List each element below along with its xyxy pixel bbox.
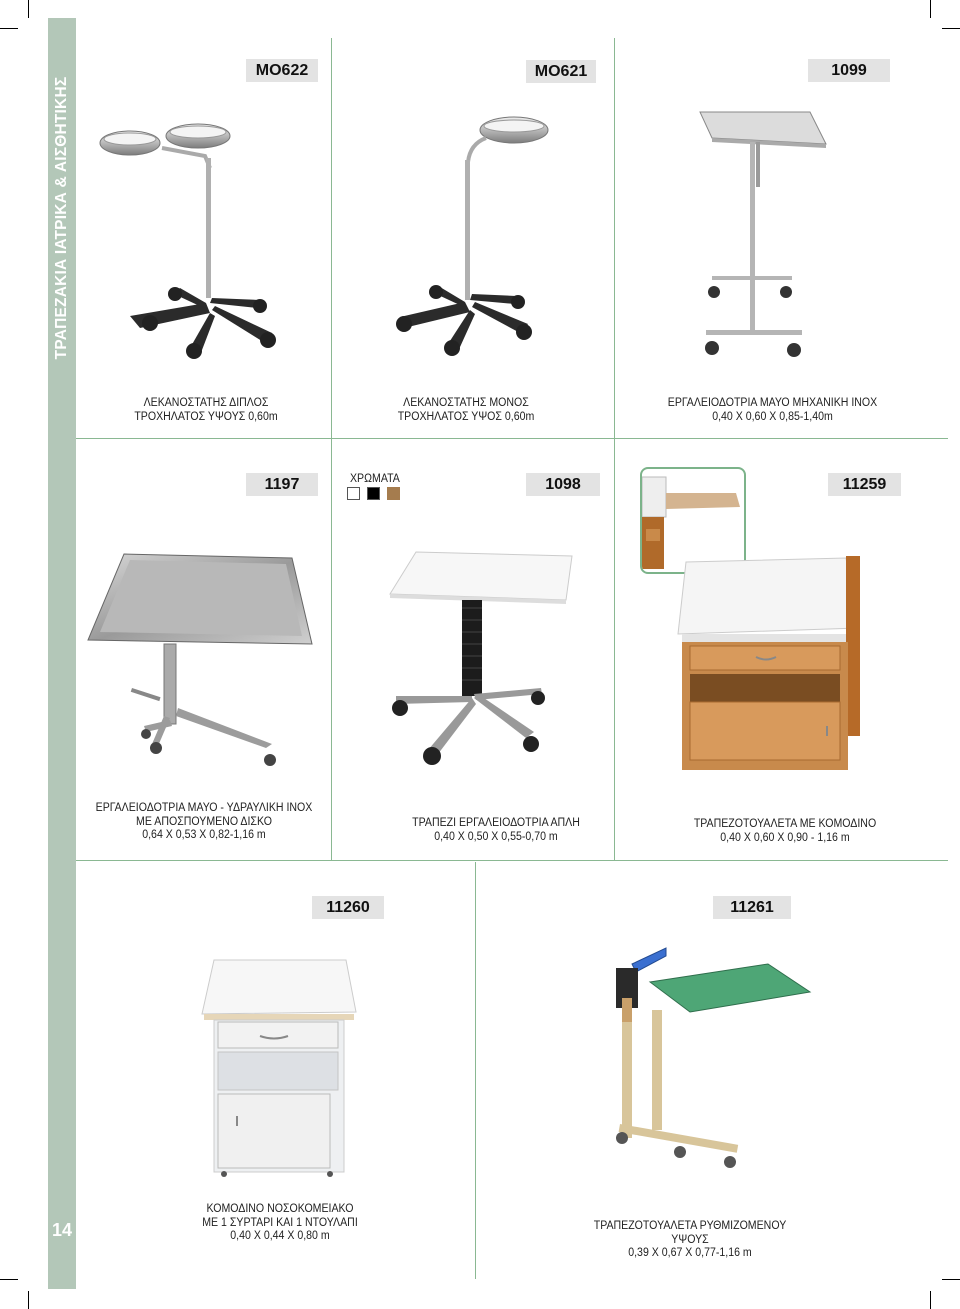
caption-line: ΛΕΚΑΝΟΣΤΑΤΗΣ ΜΟΝΟΣ bbox=[403, 397, 529, 409]
crop-mark bbox=[930, 1291, 931, 1309]
product-caption bbox=[105, 397, 307, 424]
product-caption bbox=[365, 397, 567, 424]
caption-line: ΜΕ ΑΠΟΣΠΟΥΜΕΝΟ ΔΙΣΚΟ bbox=[136, 815, 272, 828]
caption-line: ΚΟΜΟΔΙΝΟ ΝΟΣΟΚΟΜΕΙΑΚΟ bbox=[206, 1203, 354, 1215]
product-code: MO621 bbox=[526, 60, 596, 83]
crop-mark bbox=[942, 1279, 960, 1280]
product-image-simple-table bbox=[386, 548, 586, 773]
product-code: 1098 bbox=[526, 473, 600, 496]
crop-mark bbox=[0, 28, 18, 29]
product-code: 11260 bbox=[312, 896, 384, 919]
caption-line: ΤΡΑΠΕΖΙ ΕΡΓΑΛΕΙΟΔΟΤΡΙΑ ΑΠΛΗ bbox=[412, 817, 580, 829]
product-image-single-basin-stand bbox=[390, 112, 550, 362]
column-divider bbox=[331, 38, 332, 860]
page-number: 14 bbox=[51, 1220, 73, 1240]
product-code: 11261 bbox=[713, 896, 791, 919]
crop-mark bbox=[28, 1291, 29, 1309]
crop-mark bbox=[930, 0, 931, 18]
caption-line: 0,64 Χ 0,53 Χ 0,82-1,16 m bbox=[142, 829, 266, 841]
caption-line: ΕΡΓΑΛΕΙΟΔΟΤΡΙΑ ΜΑΥΟ ΜΗΧΑΝΙΚΗ ΙΝΟΧ bbox=[667, 397, 878, 409]
product-code: MO622 bbox=[246, 59, 318, 82]
product-code: 1197 bbox=[246, 473, 318, 496]
caption-line: 0,40 Χ 0,60 Χ 0,90 - 1,16 m bbox=[720, 831, 850, 844]
product-image-adjustable-overbed-table bbox=[600, 938, 815, 1176]
caption-line: ΜΕ 1 ΣΥΡΤΑΡΙ ΚΑΙ 1 ΝΤΟΥΛΑΠΙ bbox=[202, 1216, 358, 1229]
sidebar-title-text: ΤΡΑΠΕΖΑΚΙΑ ΙΑΤΡΙΚΑ & ΑΙΣΘΗΤΙΚΗΣ bbox=[53, 76, 70, 360]
caption-line: ΤΡΟΧΗΛΑΤΟΣ ΥΨΟΥΣ 0,60m bbox=[134, 410, 278, 423]
colors-label: ΧΡΩΜΑΤΑ bbox=[350, 473, 400, 485]
caption-line: 0,40 Χ 0,50 Χ 0,55-0,70 m bbox=[434, 830, 558, 843]
product-caption bbox=[94, 802, 315, 843]
caption-line: 0,40 Χ 0,60 Χ 0,85-1,40m bbox=[712, 410, 833, 423]
caption-line: ΤΡΟΧΗΛΑΤΟΣ ΥΨΟΣ 0,60m bbox=[397, 410, 535, 423]
product-image-double-basin-stand bbox=[90, 118, 290, 363]
caption-line: ΕΡΓΑΛΕΙΟΔΟΤΡΙΑ ΜΑΥΟ - ΥΔΡΑΥΛΙΚΗ ΙΝΟΧ bbox=[95, 802, 313, 814]
color-swatch-black bbox=[367, 487, 380, 500]
row-divider bbox=[76, 860, 948, 861]
caption-line: 0,40 Χ 0,44 Χ 0,80 m bbox=[230, 1230, 330, 1242]
row-divider bbox=[76, 438, 948, 439]
color-swatch-white bbox=[347, 487, 360, 500]
product-image-hospital-nightstand bbox=[200, 956, 360, 1178]
caption-line: ΤΡΑΠΕΖΟΤΟΥΑΛΕΤΑ ΡΥΘΜΙΖΟΜΕΝΟΥ ΥΨΟΥΣ bbox=[593, 1220, 787, 1246]
product-image-mayo-stand-hydraulic bbox=[86, 548, 316, 773]
crop-mark bbox=[28, 0, 29, 18]
product-code: 11259 bbox=[828, 473, 901, 496]
product-caption bbox=[170, 1203, 391, 1244]
caption-line: 0,39 Χ 0,67 Χ 0,77-1,16 m bbox=[628, 1247, 752, 1259]
product-code: 1099 bbox=[808, 59, 890, 82]
product-image-mayo-stand-mechanical bbox=[690, 108, 840, 363]
column-divider bbox=[475, 862, 476, 1279]
crop-mark bbox=[942, 28, 960, 29]
product-caption bbox=[660, 397, 885, 424]
column-divider bbox=[614, 38, 615, 860]
caption-line: ΤΡΑΠΕΖΟΤΟΥΑΛΕΤΑ ΜΕ ΚΟΜΟΔΙΝΟ bbox=[693, 818, 877, 830]
product-caption bbox=[575, 1220, 805, 1261]
product-caption bbox=[386, 817, 607, 844]
color-swatch-wood bbox=[387, 487, 400, 500]
product-caption bbox=[670, 818, 900, 845]
crop-mark bbox=[0, 1279, 18, 1280]
caption-line: ΛΕΚΑΝΟΣΤΑΤΗΣ ΔΙΠΛΟΣ bbox=[143, 397, 269, 409]
product-image-overbed-cabinet bbox=[676, 556, 872, 776]
